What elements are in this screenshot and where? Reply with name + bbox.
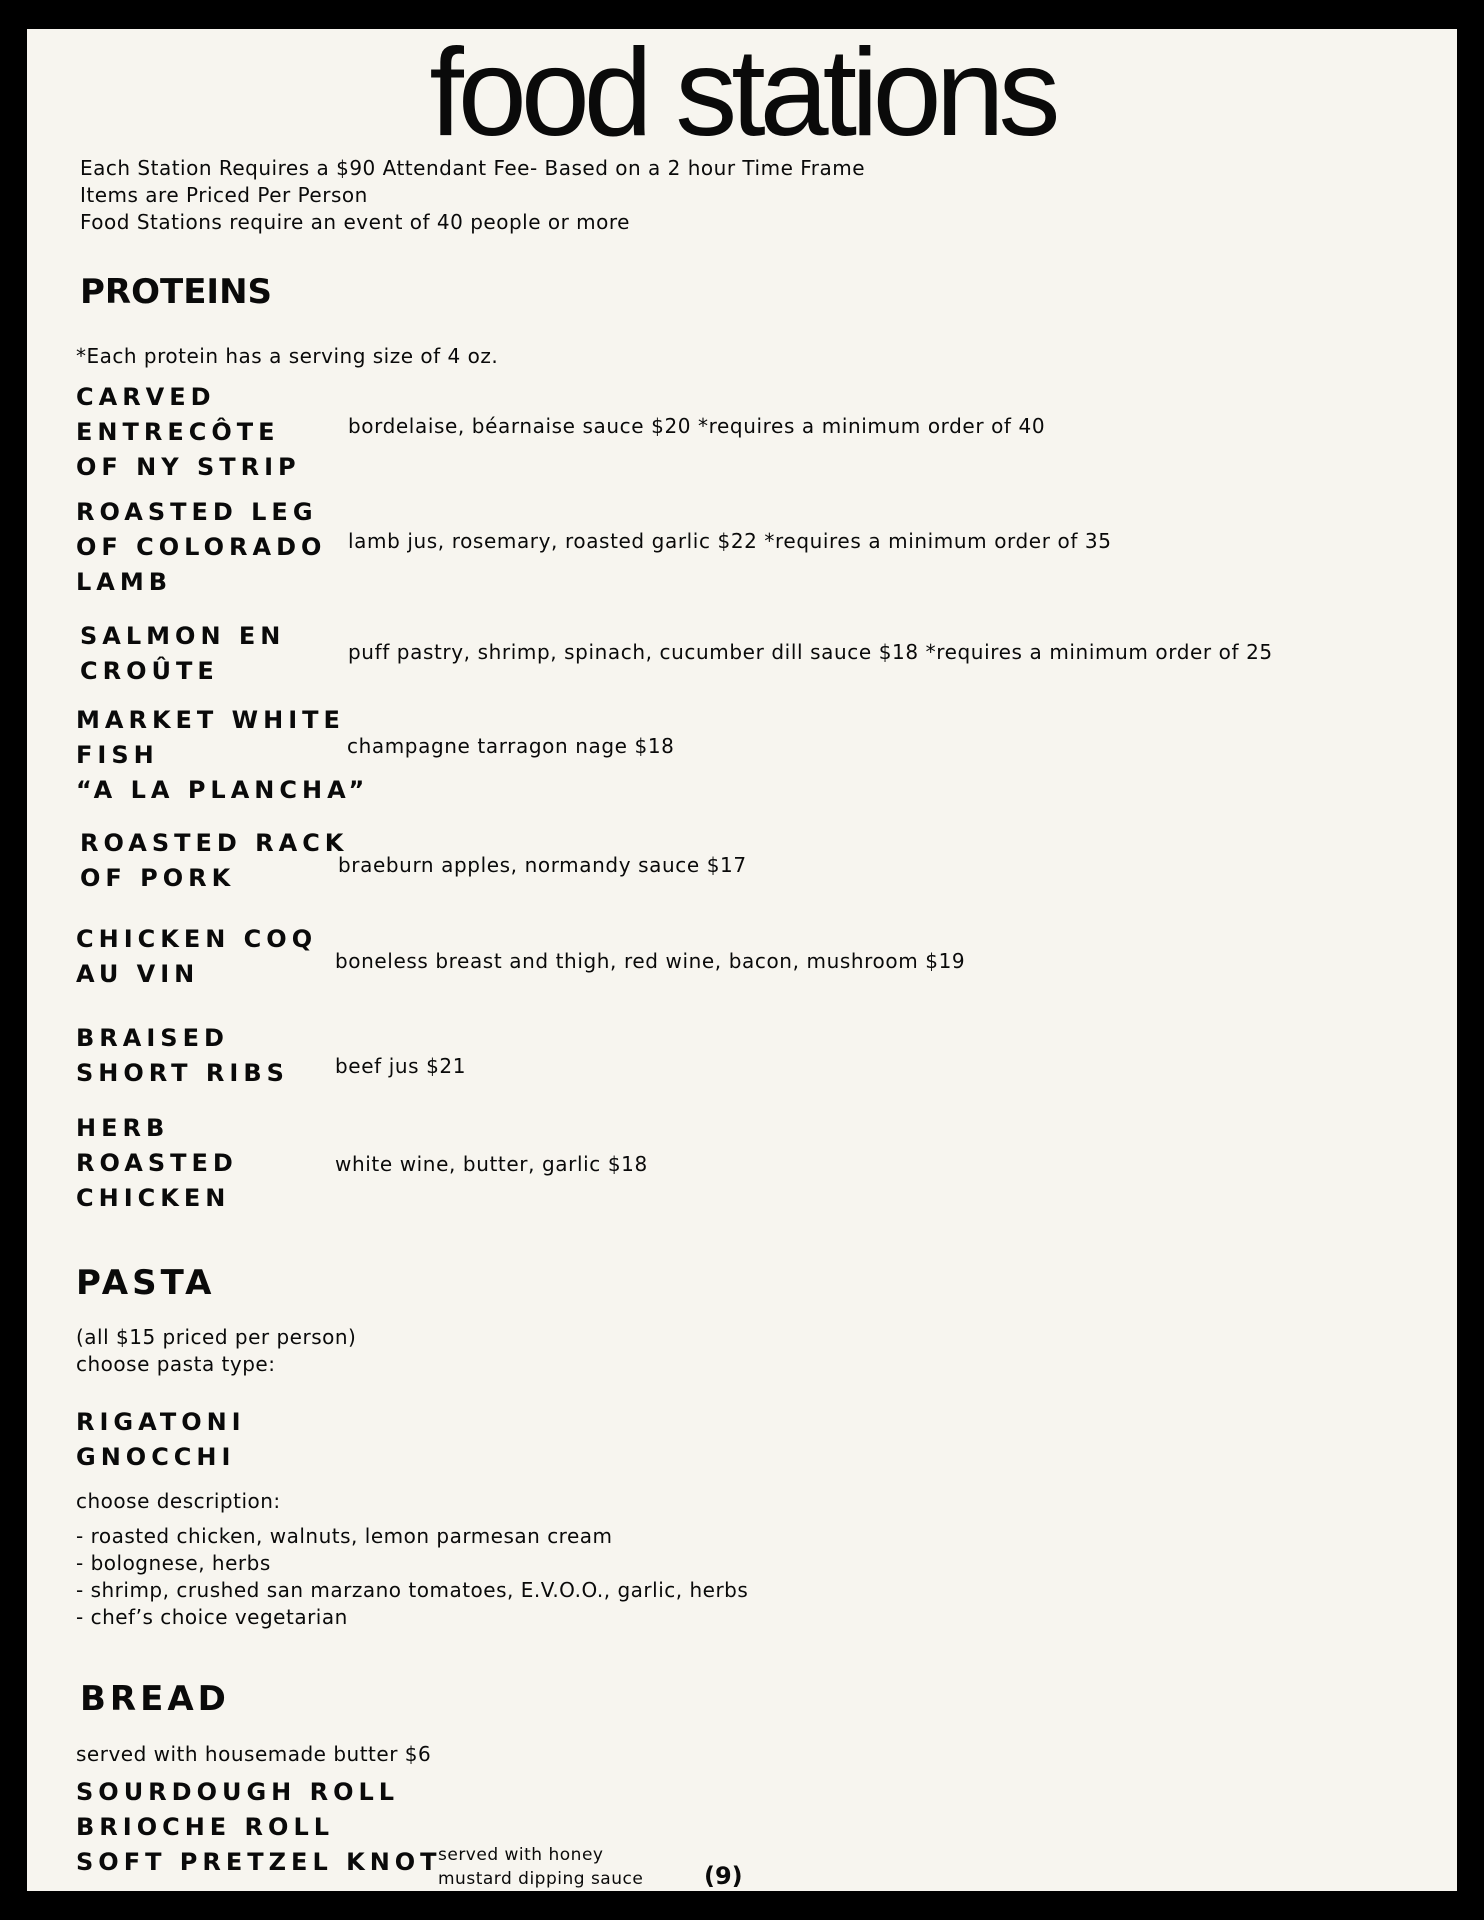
protein-description: champagne tarragon nage $18 [347,734,675,758]
protein-name: ROASTED LEG OF COLORADO LAMB [76,498,327,596]
bread-item: SOFT PRETZEL KNOT [76,1848,442,1876]
protein-name: ROASTED RACK OF PORK [80,829,349,892]
menu-page [27,24,1457,1891]
protein-name: CARVED ENTRECÔTE OF NY STRIP [76,383,301,481]
bread-heading: BREAD [80,1679,230,1719]
protein-description: puff pastry, shrimp, spinach, cucumber dill sauce $18 *requires a minimum order of 25 [348,640,1273,664]
pasta-heading: PASTA [76,1263,216,1303]
intro-line: Food Stations require an event of 40 people or more [80,210,630,234]
page-title: food stations [429,24,1055,162]
bread-note: served with housemade butter $6 [76,1742,432,1766]
protein-name: SALMON EN CROÛTE [80,622,286,685]
protein-name: CHICKEN COQ AU VIN [76,925,318,988]
intro-notes [80,155,865,236]
bread-item: BRIOCHE ROLL [76,1813,335,1841]
pasta-type-prompt: choose pasta type: [76,1352,276,1376]
protein-description: beef jus $21 [335,1054,467,1078]
protein-description: boneless breast and thigh, red wine, bacon, mushroom $19 [335,949,966,973]
protein-name: MARKET WHITE FISH “A LA PLANCHA” [76,706,370,804]
protein-description: braeburn apples, normandy sauce $17 [338,853,747,877]
list-item: - chef’s choice vegetarian [76,1605,348,1629]
proteins-note: *Each protein has a serving size of 4 oz. [76,344,499,368]
page-number: (9) [704,1862,743,1890]
list-item: - shrimp, crushed san marzano tomatoes, E.V.O.O., garlic, herbs [76,1578,749,1602]
intro-line: Each Station Requires a $90 Attendant Fee- Based on a 2 hour Time Frame [80,156,866,180]
protein-description: lamb jus, rosemary, roasted garlic $22 *requires a minimum order of 35 [348,529,1112,553]
protein-name: HERB ROASTED CHICKEN [76,1114,238,1212]
pasta-type: RIGATONI [76,1408,246,1436]
protein-name: BRAISED SHORT RIBS [76,1024,289,1087]
pasta-types [76,1405,246,1475]
pasta-price-note: (all $15 priced per person) [76,1325,357,1349]
protein-description: bordelaise, béarnaise sauce $20 *requires a minimum order of 40 [348,414,1046,438]
bread-items [76,1775,442,1880]
intro-line: Items are Priced Per Person [80,183,368,207]
pasta-description-prompt: choose description: [76,1489,281,1513]
pasta-description-list [76,1523,748,1631]
pretzel-note: served with honey mustard dipping sauce [438,1845,644,1889]
protein-description: white wine, butter, garlic $18 [335,1152,648,1176]
proteins-heading: PROTEINS [80,272,273,312]
list-item: - bolognese, herbs [76,1551,271,1575]
pasta-notes [76,1324,356,1378]
pasta-type: GNOCCHI [76,1443,236,1471]
list-item: - roasted chicken, walnuts, lemon parmesan cream [76,1524,613,1548]
bread-item: SOURDOUGH ROLL [76,1778,400,1806]
